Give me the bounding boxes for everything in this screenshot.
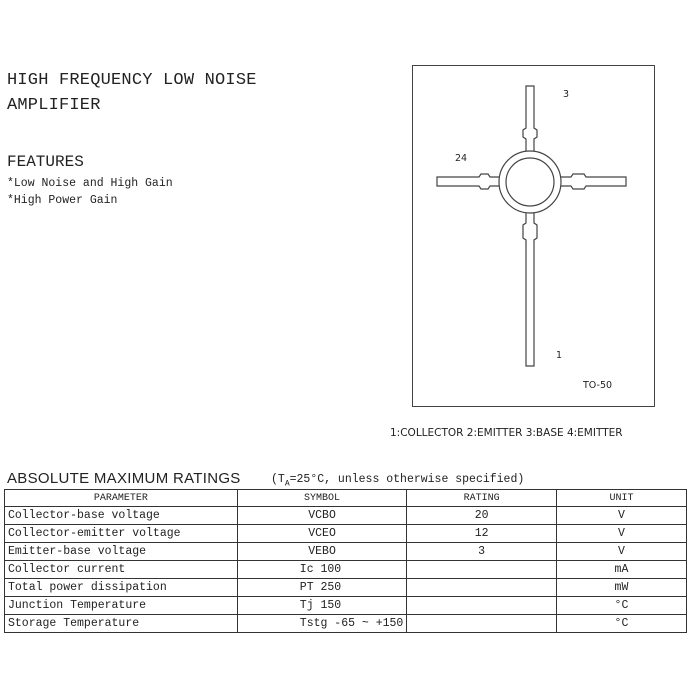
cell-symbol: VEBO [237,543,407,561]
ratings-condition: ($T_A=25^\circ C$, unless otherwise specified) [271,473,525,489]
cell-unit: mA [556,561,686,579]
cell-parameter: Collector-emitter voltage [5,525,238,543]
cell-unit: °C [556,615,686,633]
package-name: TO-50 [583,380,613,391]
cell-rating [407,561,557,579]
ratings-table [4,489,687,633]
cell-symbol: Ic 100 [237,561,407,579]
table-row [5,507,687,525]
feature-item: *High Power Gain [7,194,118,207]
cell-rating [407,615,557,633]
table-row [5,543,687,561]
pin-3-label: 3 [563,89,570,100]
cell-rating: 3 [407,543,557,561]
ratings-heading: ABSOLUTE MAXIMUM RATINGS [7,470,241,487]
title-line-1: HIGH FREQUENCY LOW NOISE [7,71,257,90]
header-unit: UNIT [556,490,686,507]
cell-symbol: VCBO [237,507,407,525]
cell-unit: V [556,543,686,561]
cell-rating: 20 [407,507,557,525]
cell-unit: V [556,525,686,543]
table-row [5,525,687,543]
header-parameter: PARAMETER [5,490,238,507]
cell-parameter: Collector current [5,561,238,579]
features-heading: FEATURES [7,153,84,171]
cell-unit: V [556,507,686,525]
cell-symbol: Tstg -65 ~ +150 [237,615,407,633]
cell-parameter: Storage Temperature [5,615,238,633]
document-title [7,68,257,118]
cell-unit: mW [556,579,686,597]
cell-symbol: VCEO [237,525,407,543]
to50-package-diagram [413,66,656,408]
cell-parameter: Total power dissipation [5,579,238,597]
table-header-row [5,490,687,507]
table-row [5,615,687,633]
pin-2-4-label: 24 [455,153,468,164]
cell-rating [407,597,557,615]
table-row [5,561,687,579]
cell-rating: 12 [407,525,557,543]
cell-parameter: Emitter-base voltage [5,543,238,561]
pin-legend: 1:COLLECTOR 2:EMITTER 3:BASE 4:EMITTER [390,427,623,439]
pin-1-label: 1 [556,350,563,361]
cell-symbol: PT 250 [237,579,407,597]
cell-rating [407,579,557,597]
table-row [5,597,687,615]
header-rating: RATING [407,490,557,507]
title-line-2: AMPLIFIER [7,96,101,115]
cell-parameter: Collector-base voltage [5,507,238,525]
cell-symbol: Tj 150 [237,597,407,615]
cell-unit: °C [556,597,686,615]
table-row [5,579,687,597]
package-outline-drawing [412,65,655,407]
feature-item: *Low Noise and High Gain [7,177,173,190]
cell-parameter: Junction Temperature [5,597,238,615]
header-symbol: SYMBOL [237,490,407,507]
